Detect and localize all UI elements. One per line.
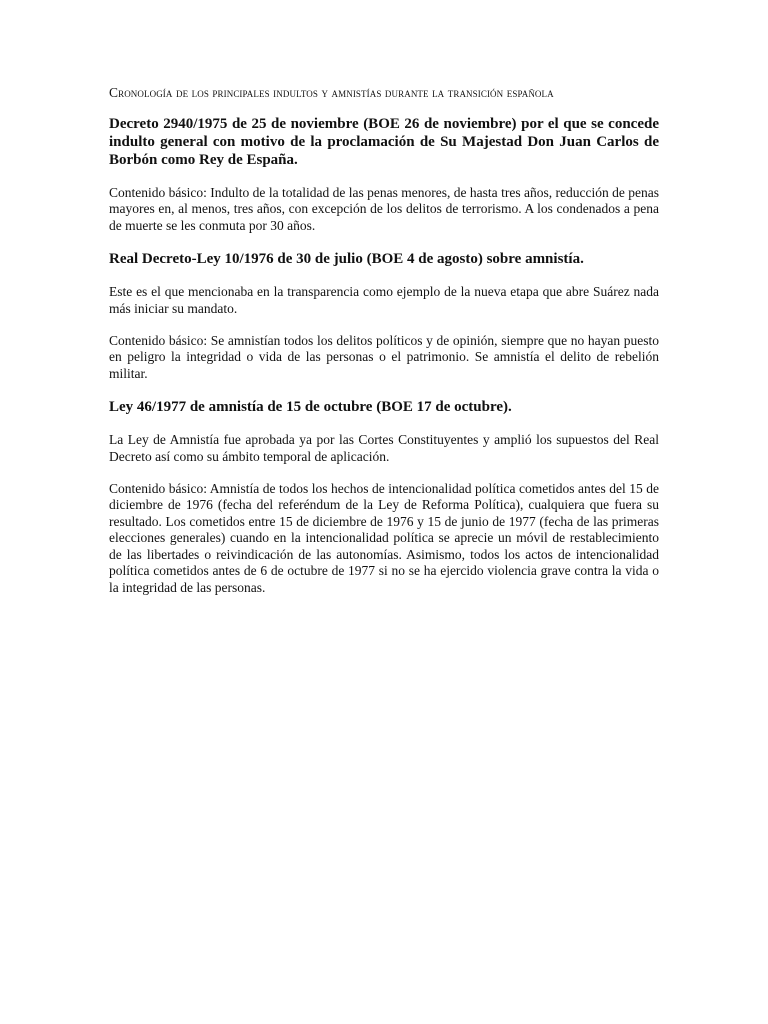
section-paragraph: Este es el que mencionaba en la transparencia como ejemplo de la nueva etapa que abre Suárez nada más iniciar su mandato.: [109, 284, 659, 316]
section-decreto-1975: [109, 115, 659, 234]
section-ley-1977: [109, 398, 659, 596]
document-title: Cronología de los principales indultos y amnistías durante la transición española: [109, 85, 554, 100]
document-page: [109, 84, 659, 612]
section-heading: Real Decreto-Ley 10/1976 de 30 de julio (BOE 4 de agosto) sobre amnistía.: [109, 251, 584, 268]
section-paragraph: Contenido básico: Amnistía de todos los hechos de intencionalidad política cometidos antes del 15 de diciembre de 1976 (fecha del referéndum de la Ley de Reforma Política), cualquiera que fuera su resultado. Los cometidos entre 15 de diciembre de 1976 y 15 de junio de 1977 (fecha de las primeras elecciones generales) cuando en la intencionalidad política se aprecie un móvil de restablecimiento de las libertades o reivindicación de las autonomías. Asimismo, todos los actos de intencionalidad política cometidos antes de 6 de octubre de 1977 si no se ha ejercido violencia grave contra la vida o la integridad de las personas.: [109, 481, 659, 595]
section-paragraph: La Ley de Amnistía fue aprobada ya por las Cortes Constituyentes y amplió los supuestos del Real Decreto así como su ámbito temporal de aplicación.: [109, 432, 659, 464]
section-real-decreto-1976: [109, 250, 659, 382]
section-heading: Decreto 2940/1975 de 25 de noviembre (BOE 26 de noviembre) por el que se concede indulto general con motivo de la proclamación de Su Majestad Don Juan Carlos de Borbón como Rey de España.: [109, 116, 659, 168]
section-paragraph: Contenido básico: Indulto de la totalidad de las penas menores, de hasta tres años, reducción de penas mayores en, al menos, tres años, con excepción de los delitos de terrorismo. A los condenados a pena de muerte se les conmuta por 30 años.: [109, 185, 659, 233]
section-heading: Ley 46/1977 de amnistía de 15 de octubre (BOE 17 de octubre).: [109, 399, 512, 416]
section-paragraph: Contenido básico: Se amnistían todos los delitos políticos y de opinión, siempre que no hayan puesto en peligro la integridad o vida de las personas o el patrimonio. Se amnistía el delito de rebelión militar.: [109, 333, 659, 381]
